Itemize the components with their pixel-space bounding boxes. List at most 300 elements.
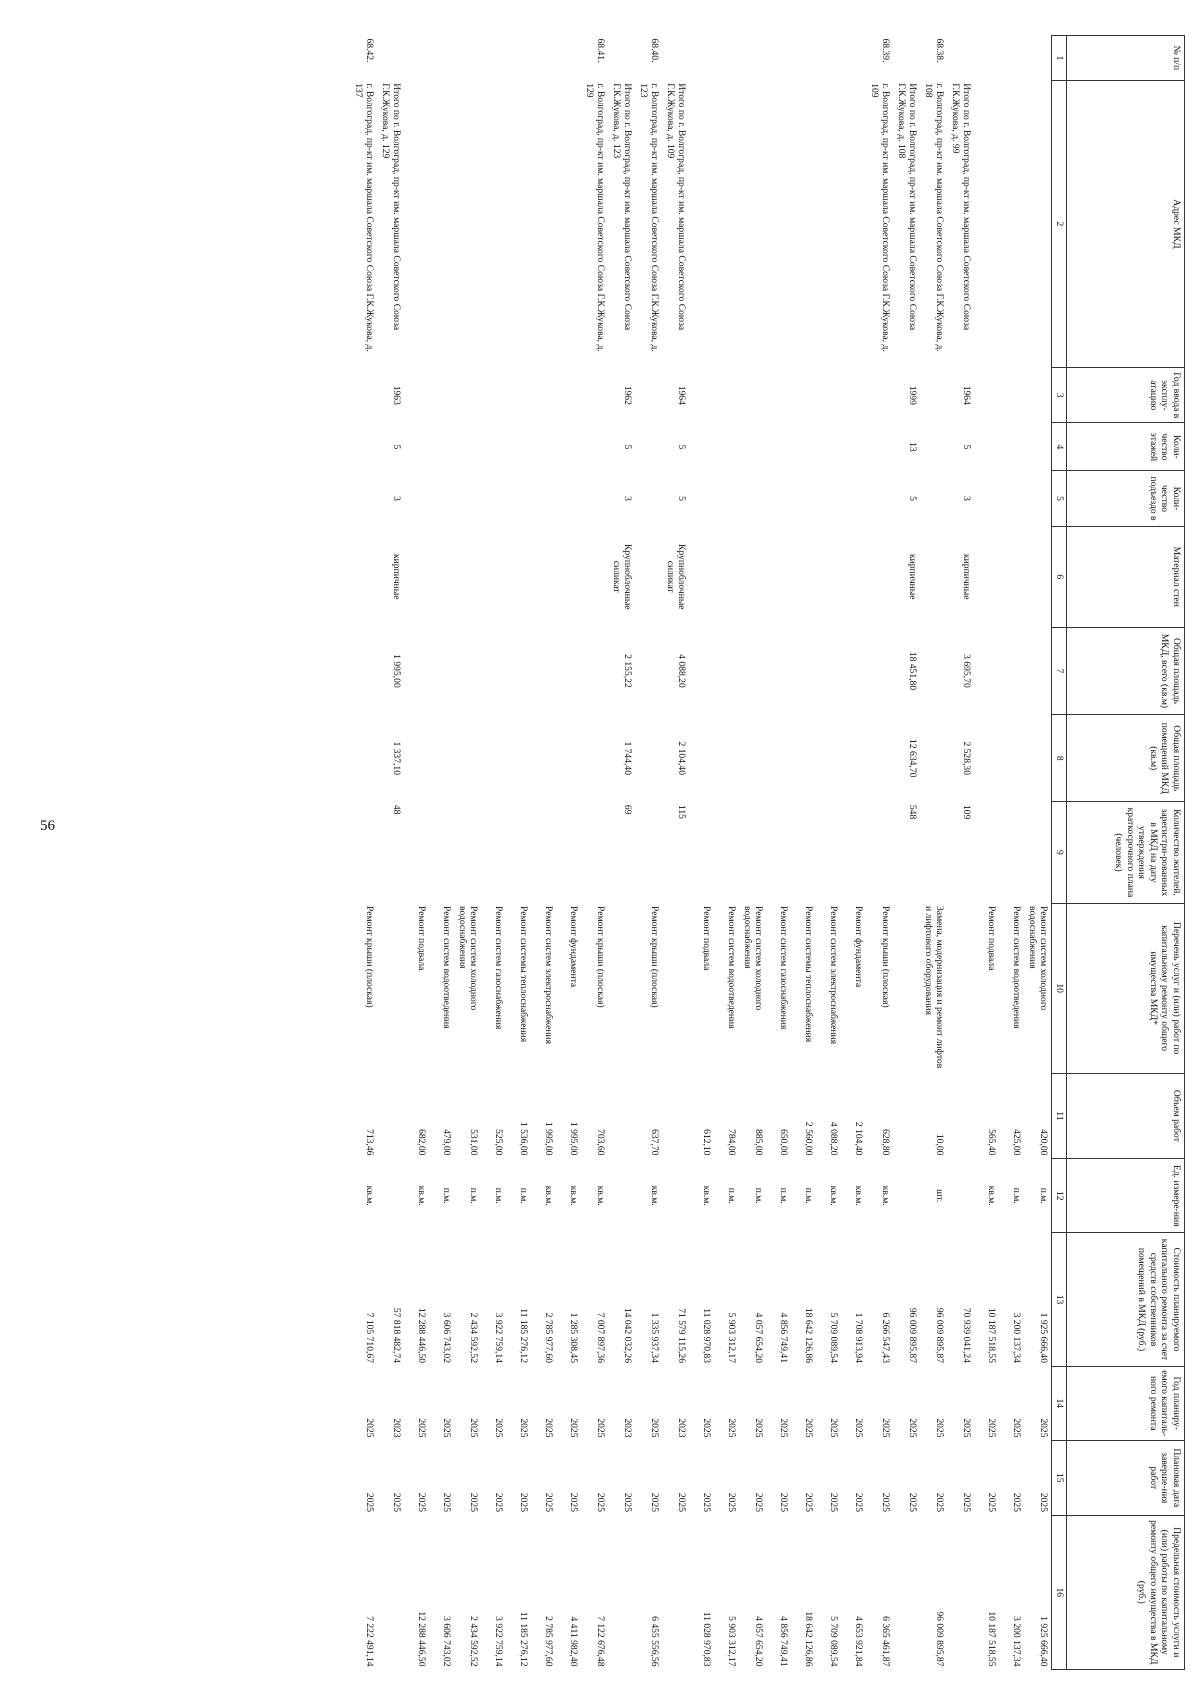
- cell-col-13: 7 007 897,36: [595, 1312, 607, 1364]
- cell-col-1: [482, 36, 507, 81]
- cell-col-1: [715, 36, 740, 81]
- cell-col-4: [430, 423, 455, 471]
- cell-col-8: [1025, 715, 1053, 802]
- cell-col-9: [430, 802, 455, 903]
- cell-col-2: [1000, 80, 1025, 367]
- column-header-16: Предельная стоимость услуги и (или) работы по капитальному ремонту общего имущества в МКД (руб.): [1067, 1515, 1185, 1669]
- table-row: [351, 36, 378, 1670]
- cell-col-10: Замена, модернизация и ремонт лифтов и лифтового оборудования: [923, 906, 946, 1069]
- cell-col-15: 2025: [649, 1492, 661, 1513]
- cell-col-5: [351, 471, 378, 526]
- column-header-15: Плановая дата заверше-ния работ: [1067, 1441, 1185, 1516]
- cell-col-14: 2025: [753, 1418, 765, 1438]
- cell-col-5: [1000, 471, 1025, 526]
- cell-col-2: г. Волгоград, пр-кт им. маршала Советского Союза Г.К.Жукова, д. 123: [638, 83, 661, 352]
- cell-col-3: [430, 368, 455, 423]
- cell-col-14: 2025: [493, 1418, 505, 1438]
- cell-col-9: [507, 802, 532, 903]
- column-number-11: 11: [1052, 1073, 1067, 1158]
- cell-col-3: [405, 368, 430, 423]
- cell-col-9: [405, 802, 430, 903]
- cell-col-8: 2 528,30: [961, 741, 973, 776]
- cell-col-15: 2025: [753, 1492, 765, 1513]
- column-number-15: 15: [1052, 1441, 1067, 1516]
- cell-col-6: [405, 526, 430, 627]
- cell-col-5: [1025, 471, 1053, 526]
- cell-col-10: Ремонт подвала: [416, 906, 428, 971]
- cell-col-7: [715, 627, 740, 714]
- cell-col-12: шт.: [934, 1189, 946, 1203]
- cell-col-15: 2025: [391, 1492, 403, 1513]
- cell-col-13: 12 288 446,50: [416, 1307, 428, 1364]
- cell-col-8: [975, 715, 1000, 802]
- cell-col-2: Итого по г. Волгоград, пр-кт им. маршала Советского Союза Г.К.Жукова, д. 129: [380, 83, 403, 331]
- cell-col-7: [975, 627, 1000, 714]
- cell-col-8: [792, 715, 817, 802]
- cell-col-9: [975, 802, 1000, 903]
- cell-col-4: [975, 423, 1000, 471]
- column-number-5: 5: [1052, 471, 1067, 526]
- cell-col-12: кв.м.: [416, 1185, 428, 1206]
- cell-col-2: [792, 80, 817, 367]
- cell-col-3: [455, 368, 482, 423]
- cell-col-12: п.м.: [803, 1187, 815, 1204]
- cell-col-14: 2025: [907, 1418, 919, 1438]
- capital-repair-table: [351, 35, 1186, 1670]
- cell-col-14: 2025: [853, 1418, 865, 1438]
- cell-col-11: 637,70: [649, 1129, 661, 1156]
- cell-col-1: [894, 36, 921, 81]
- cell-col-1: [975, 36, 1000, 81]
- cell-col-14: 2025: [726, 1418, 738, 1438]
- cell-col-13: 11 028 970,83: [701, 1308, 713, 1364]
- column-header-11: Объем работ: [1067, 1073, 1185, 1158]
- column-number-6: 6: [1052, 526, 1067, 627]
- cell-col-9: [715, 802, 740, 903]
- cell-col-16: 6 365 461,87: [880, 1616, 892, 1667]
- cell-col-3: [975, 368, 1000, 423]
- cell-col-1: 68.40.: [649, 38, 661, 63]
- cell-col-3: [767, 368, 792, 423]
- cell-col-9: 115: [676, 804, 688, 819]
- column-number-7: 7: [1052, 627, 1067, 714]
- cell-col-15: 2025: [1038, 1492, 1050, 1513]
- cell-col-15: 2025: [622, 1492, 634, 1513]
- cell-col-2: [740, 80, 767, 367]
- cell-col-7: [482, 627, 507, 714]
- cell-col-7: [740, 627, 767, 714]
- cell-col-2: г. Волгоград, пр-кт им. маршала Советского Союза Г.К.Жукова, д. 137: [353, 83, 376, 352]
- cell-col-7: [351, 627, 378, 714]
- cell-col-5: [507, 471, 532, 526]
- cell-col-10: Ремонт систем водоотведения: [441, 906, 453, 1029]
- cell-col-16: 12 288 446,50: [416, 1611, 428, 1667]
- cell-col-14: 2023: [676, 1418, 688, 1438]
- cell-col-7: [582, 627, 609, 714]
- cell-col-15: 2025: [1011, 1492, 1023, 1513]
- cell-col-12: п.м.: [441, 1187, 453, 1204]
- cell-col-13: 3 200 137,34: [1011, 1312, 1023, 1364]
- column-number-14: 14: [1052, 1366, 1067, 1441]
- cell-col-11: 2 560,00: [803, 1121, 815, 1156]
- cell-col-4: [582, 423, 609, 471]
- cell-col-2: [455, 80, 482, 367]
- cell-col-15: 2025: [726, 1492, 738, 1513]
- cell-col-7: [507, 627, 532, 714]
- cell-col-1: [740, 36, 767, 81]
- cell-col-10: [378, 903, 405, 1073]
- cell-col-15: 2025: [880, 1492, 892, 1513]
- cell-col-10: Ремонт систем газоснабжения: [493, 906, 505, 1030]
- cell-col-14: 2025: [518, 1418, 530, 1438]
- column-number-10: 10: [1052, 903, 1067, 1073]
- cell-col-12: п.м.: [753, 1187, 765, 1204]
- cell-col-12: кв.м.: [364, 1185, 376, 1206]
- cell-col-12: кв.м.: [568, 1185, 580, 1206]
- cell-col-6: [507, 526, 532, 627]
- cell-col-13: 70 939 041,24: [961, 1307, 973, 1364]
- cell-col-4: [1025, 423, 1053, 471]
- cell-col-8: [405, 715, 430, 802]
- cell-col-1: [663, 36, 690, 81]
- cell-col-11: 10,00: [934, 1133, 946, 1156]
- cell-col-15: 2025: [676, 1492, 688, 1513]
- cell-col-3: [351, 368, 378, 423]
- cell-col-2: [975, 80, 1000, 367]
- cell-col-1: [948, 36, 975, 81]
- cell-col-9: 109: [961, 804, 973, 820]
- cell-col-5: [532, 471, 557, 526]
- cell-col-2: [532, 80, 557, 367]
- cell-col-8: 12 634,70: [907, 739, 919, 778]
- cell-col-2: [842, 80, 867, 367]
- cell-col-4: [867, 423, 894, 471]
- header-row: [1067, 36, 1185, 1670]
- cell-col-9: [351, 802, 378, 903]
- cell-col-5: [582, 471, 609, 526]
- cell-col-9: [767, 802, 792, 903]
- cell-col-1: [817, 36, 842, 81]
- cell-col-16: [948, 1515, 975, 1669]
- cell-col-4: [532, 423, 557, 471]
- cell-col-15: 2025: [364, 1492, 376, 1513]
- cell-col-4: [767, 423, 792, 471]
- cell-col-11: 1 995,00: [568, 1121, 580, 1156]
- cell-col-10: Ремонт подвала: [701, 906, 713, 971]
- cell-col-1: [1000, 36, 1025, 81]
- cell-col-2: [690, 80, 715, 367]
- cell-col-16: [663, 1515, 690, 1669]
- cell-col-6: [867, 526, 894, 627]
- cell-col-12: кв.м.: [543, 1185, 555, 1206]
- table-row: [636, 36, 663, 1670]
- cell-col-16: 4 057 654,20: [753, 1616, 765, 1667]
- cell-col-2: [482, 80, 507, 367]
- column-header-1: № п/п: [1067, 36, 1185, 81]
- table-row: [609, 36, 636, 1670]
- cell-col-13: 7 105 710,67: [364, 1312, 376, 1364]
- cell-col-6: [921, 526, 948, 627]
- column-header-7: Общая площадь МКД, всего (кв.м): [1067, 627, 1185, 714]
- table-row: [842, 36, 867, 1670]
- cell-col-11: 628,80: [880, 1129, 892, 1156]
- cell-col-3: [532, 368, 557, 423]
- cell-col-5: [975, 471, 1000, 526]
- cell-col-16: 4 856 749,41: [778, 1616, 790, 1667]
- cell-col-16: 4 653 921,84: [853, 1616, 865, 1667]
- cell-col-1: [532, 36, 557, 81]
- cell-col-15: 2025: [518, 1492, 530, 1513]
- cell-col-15: 2025: [828, 1492, 840, 1513]
- cell-col-8: [1000, 715, 1025, 802]
- cell-col-7: [792, 627, 817, 714]
- cell-col-5: [740, 471, 767, 526]
- cell-col-5: 5: [907, 496, 919, 501]
- cell-col-12: п.м.: [468, 1187, 480, 1204]
- cell-col-1: [405, 36, 430, 81]
- table-row: [455, 36, 482, 1670]
- cell-col-6: [1025, 526, 1053, 627]
- cell-col-4: [740, 423, 767, 471]
- cell-col-8: [351, 715, 378, 802]
- cell-col-10: [663, 903, 690, 1073]
- cell-col-8: [507, 715, 532, 802]
- cell-col-8: [532, 715, 557, 802]
- table-row: [532, 36, 557, 1670]
- cell-col-1: 68.38.: [934, 38, 946, 63]
- cell-col-11: [609, 1073, 636, 1158]
- table-row: [715, 36, 740, 1670]
- cell-col-14: 2025: [778, 1418, 790, 1438]
- cell-col-11: [378, 1073, 405, 1158]
- cell-col-7: [636, 627, 663, 714]
- cell-col-8: 1 744,40: [622, 741, 634, 776]
- cell-col-9: [740, 802, 767, 903]
- cell-col-9: [482, 802, 507, 903]
- cell-col-11: 420,00: [1038, 1129, 1050, 1156]
- cell-col-12: кв.м.: [853, 1185, 865, 1206]
- cell-col-7: [921, 627, 948, 714]
- column-number-9: 9: [1052, 802, 1067, 903]
- table-row: [582, 36, 609, 1670]
- cell-col-10: Ремонт системы теплоснабжения: [803, 906, 815, 1043]
- column-header-10: Перечень услуг и (или) работ по капитальному ремонту общего имущества МКД*: [1067, 903, 1185, 1073]
- cell-col-2: [715, 80, 740, 367]
- cell-col-11: 2 104,40: [853, 1121, 865, 1156]
- cell-col-4: [792, 423, 817, 471]
- cell-col-3: [921, 368, 948, 423]
- cell-col-9: [532, 802, 557, 903]
- cell-col-9: 69: [622, 804, 634, 815]
- cell-col-5: [636, 471, 663, 526]
- cell-col-9: [557, 802, 582, 903]
- table-row: [557, 36, 582, 1670]
- cell-col-16: 3 606 743,02: [441, 1616, 453, 1667]
- cell-col-8: [430, 715, 455, 802]
- column-number-4: 4: [1052, 423, 1067, 471]
- cell-col-1: [1025, 36, 1053, 81]
- cell-col-3: [557, 368, 582, 423]
- cell-col-1: [842, 36, 867, 81]
- cell-col-14: 2025: [803, 1418, 815, 1438]
- cell-col-10: Ремонт крыши (плоская): [595, 906, 607, 1008]
- cell-col-12: кв.м.: [986, 1185, 998, 1206]
- cell-col-5: [690, 471, 715, 526]
- cell-col-11: 531,00: [468, 1129, 480, 1156]
- cell-col-2: Итого по г. Волгоград, пр-кт им. маршала Советского Союза Г.К.Жукова, д. 99: [950, 83, 973, 331]
- cell-col-8: [557, 715, 582, 802]
- cell-col-9: [455, 802, 482, 903]
- cell-col-3: [507, 368, 532, 423]
- column-number-3: 3: [1052, 368, 1067, 423]
- cell-col-6: [351, 526, 378, 627]
- cell-col-2: [430, 80, 455, 367]
- cell-col-6: [455, 526, 482, 627]
- cell-col-3: [792, 368, 817, 423]
- cell-col-7: [690, 627, 715, 714]
- cell-col-16: 4 411 982,40: [568, 1616, 580, 1667]
- cell-col-14: 2025: [1011, 1418, 1023, 1438]
- table-row: [740, 36, 767, 1670]
- cell-col-12: [609, 1158, 636, 1233]
- cell-col-3: [582, 368, 609, 423]
- cell-col-9: [817, 802, 842, 903]
- cell-col-11: [894, 1073, 921, 1158]
- cell-col-6: [582, 526, 609, 627]
- cell-col-8: [842, 715, 867, 802]
- cell-col-8: [867, 715, 894, 802]
- cell-col-10: Ремонт систем водоотведения: [726, 906, 738, 1029]
- cell-col-5: [842, 471, 867, 526]
- cell-col-11: [663, 1073, 690, 1158]
- cell-col-5: 3: [391, 496, 403, 501]
- cell-col-1: [690, 36, 715, 81]
- table-row: [690, 36, 715, 1670]
- cell-col-13: 71 579 115,26: [676, 1308, 688, 1364]
- column-header-2: Адрес МКД: [1067, 80, 1185, 367]
- cell-col-5: [455, 471, 482, 526]
- cell-col-11: 885,00: [753, 1129, 765, 1156]
- cell-col-3: [636, 368, 663, 423]
- table-row: [1000, 36, 1025, 1670]
- cell-col-5: [867, 471, 894, 526]
- cell-col-7: [1000, 627, 1025, 714]
- table-row: [507, 36, 532, 1670]
- table-row: [405, 36, 430, 1670]
- cell-col-3: [715, 368, 740, 423]
- cell-col-8: [715, 715, 740, 802]
- column-header-6: Материал стен: [1067, 526, 1185, 627]
- cell-col-3: 1964: [676, 385, 688, 405]
- cell-col-7: 1 995,00: [391, 654, 403, 688]
- cell-col-6: [532, 526, 557, 627]
- cell-col-10: Ремонт систем электроснабжения: [828, 906, 840, 1045]
- cell-col-3: 1999: [907, 385, 919, 405]
- cell-col-8: [921, 715, 948, 802]
- cell-col-13: 1 925 666,40: [1038, 1312, 1050, 1364]
- cell-col-1: [430, 36, 455, 81]
- cell-col-16: 1 925 666,40: [1038, 1616, 1050, 1667]
- column-number-2: 2: [1052, 80, 1067, 367]
- cell-col-15: 2025: [986, 1492, 998, 1513]
- cell-col-12: кв.м.: [649, 1185, 661, 1206]
- cell-col-6: кирпичные: [961, 553, 973, 600]
- cell-col-5: [767, 471, 792, 526]
- cell-col-16: 10 187 518,55: [986, 1611, 998, 1667]
- cell-col-4: 5: [961, 444, 973, 450]
- cell-col-6: Крупноблочные силикат: [665, 543, 688, 610]
- cell-col-6: [430, 526, 455, 627]
- column-header-3: Год ввода в эксплу-атацию: [1067, 368, 1185, 423]
- cell-col-14: 2025: [701, 1418, 713, 1438]
- cell-col-4: 5: [676, 444, 688, 450]
- table-body: [351, 36, 1053, 1670]
- cell-col-14: 2025: [568, 1418, 580, 1438]
- column-header-13: Стоимость планируемого капитального ремонта за счет средств собственников помещений в МКД (руб.): [1067, 1233, 1185, 1366]
- rotated-page-content: [185, 35, 1185, 1670]
- table-row: [975, 36, 1000, 1670]
- cell-col-7: 2 155,22: [622, 654, 634, 688]
- cell-col-2: [817, 80, 842, 367]
- cell-col-13: 1 285 308,45: [568, 1312, 580, 1364]
- cell-col-15: 2025: [853, 1492, 865, 1513]
- table-row: [430, 36, 455, 1670]
- cell-col-11: 703,60: [595, 1129, 607, 1156]
- cell-col-13: 3 922 759,14: [493, 1312, 505, 1364]
- cell-col-7: 18 451,80: [907, 651, 919, 691]
- cell-col-6: [482, 526, 507, 627]
- cell-col-10: [948, 903, 975, 1073]
- cell-col-7: [817, 627, 842, 714]
- cell-col-5: [430, 471, 455, 526]
- cell-col-16: 5 903 312,17: [726, 1616, 738, 1667]
- cell-col-12: [948, 1158, 975, 1233]
- page-number: 56: [40, 818, 55, 834]
- cell-col-15: 2025: [778, 1492, 790, 1513]
- cell-col-9: [921, 802, 948, 903]
- cell-col-12: [378, 1158, 405, 1233]
- cell-col-5: [817, 471, 842, 526]
- cell-col-6: [690, 526, 715, 627]
- cell-col-13: 2 785 977,60: [543, 1312, 555, 1364]
- cell-col-16: 18 642 126,86: [803, 1611, 815, 1667]
- cell-col-3: [842, 368, 867, 423]
- cell-col-16: 2 434 592,52: [468, 1616, 480, 1667]
- cell-col-7: [1025, 627, 1053, 714]
- cell-col-6: Крупноблочные силикат: [611, 543, 634, 610]
- table-header: [1052, 36, 1185, 1670]
- cell-col-10: Ремонт фундамента: [853, 906, 865, 988]
- cell-col-5: [921, 471, 948, 526]
- cell-col-4: 5: [622, 444, 634, 450]
- cell-col-14: 2025: [880, 1418, 892, 1438]
- cell-col-5: 3: [622, 496, 634, 501]
- cell-col-1: [767, 36, 792, 81]
- cell-col-14: 2025: [543, 1418, 555, 1438]
- cell-col-15: 2025: [701, 1492, 713, 1513]
- cell-col-9: [1000, 802, 1025, 903]
- cell-col-7: [405, 627, 430, 714]
- cell-col-4: [1000, 423, 1025, 471]
- cell-col-8: [455, 715, 482, 802]
- cell-col-1: [792, 36, 817, 81]
- cell-col-1: [609, 36, 636, 81]
- cell-col-15: 2025: [416, 1492, 428, 1513]
- cell-col-8: [690, 715, 715, 802]
- cell-col-12: [894, 1158, 921, 1233]
- cell-col-16: 5 709 089,54: [828, 1616, 840, 1667]
- cell-col-3: [740, 368, 767, 423]
